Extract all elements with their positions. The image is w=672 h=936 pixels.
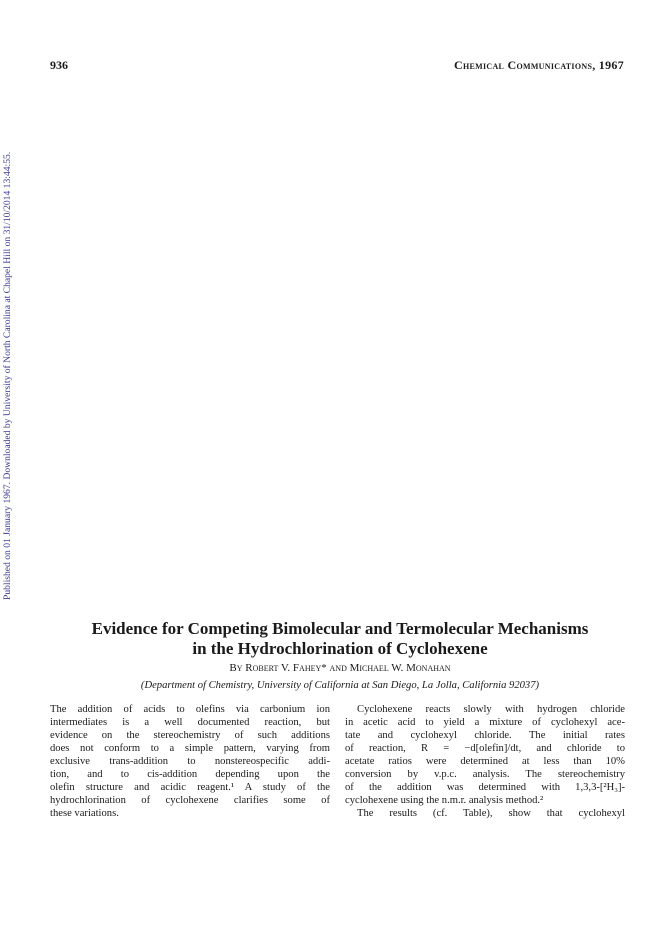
page-number: 936 bbox=[50, 58, 68, 72]
text-line: of reaction, R = −d[olefin]/dt, and chloride to bbox=[345, 743, 625, 754]
article-title bbox=[40, 619, 640, 659]
text-line: The addition of acids to olefins via carbonium ion bbox=[50, 704, 330, 715]
left-column bbox=[50, 703, 330, 820]
download-watermark[interactable]: Published on 01 January 1967. Downloaded by University of North Carolina at Chapel Hill on 31/10/2014 13:44:55. bbox=[2, 151, 13, 600]
title-line: in the Hydrochlorination of Cyclohexene bbox=[192, 639, 488, 658]
article-authors: By Robert V. Fahey* and Michael W. Monahan bbox=[229, 662, 451, 674]
text-line: conversion by v.p.c. analysis. The stereochemistry bbox=[345, 769, 625, 780]
text-line: these variations. bbox=[50, 808, 119, 819]
text-line: in acetic acid to yield a mixture of cyclohexyl ace- bbox=[345, 717, 625, 728]
text-line: Cyclohexene reacts slowly with hydrogen chloride bbox=[357, 704, 625, 715]
text-line: intermediates is a well documented reaction, but bbox=[50, 717, 330, 728]
text-line: exclusive trans-addition to nonstereospecific addi- bbox=[50, 756, 330, 767]
text-line: tion, and to cis-addition depending upon the bbox=[50, 769, 330, 780]
text-line: The results (cf. Table), show that cyclohexyl bbox=[357, 808, 625, 819]
text-line: cyclohexene using the n.m.r. analysis method.² bbox=[345, 795, 544, 806]
right-column bbox=[345, 703, 625, 820]
text-line: acetate ratios were determined at less than 10% bbox=[345, 756, 625, 767]
text-line: of the addition was determined with 1,3,3-[²H₃]- bbox=[345, 782, 625, 793]
text-line: hydrochlorination of cyclohexene clarifies some of bbox=[50, 795, 330, 806]
article-affiliation: (Department of Chemistry, University of California at San Diego, La Jolla, California 92037) bbox=[140, 680, 540, 691]
text-line: tate and cyclohexyl chloride. The initial rates bbox=[345, 730, 625, 741]
text-line: olefin structure and acidic reagent.¹ A study of the bbox=[50, 782, 330, 793]
text-line: does not conform to a simple pattern, varying from bbox=[50, 743, 330, 754]
text-line: evidence on the stereochemistry of such additions bbox=[50, 730, 330, 741]
title-line: Evidence for Competing Bimolecular and Termolecular Mechanisms bbox=[91, 619, 589, 638]
journal-header: Chemical Communications, 1967 bbox=[454, 58, 624, 72]
